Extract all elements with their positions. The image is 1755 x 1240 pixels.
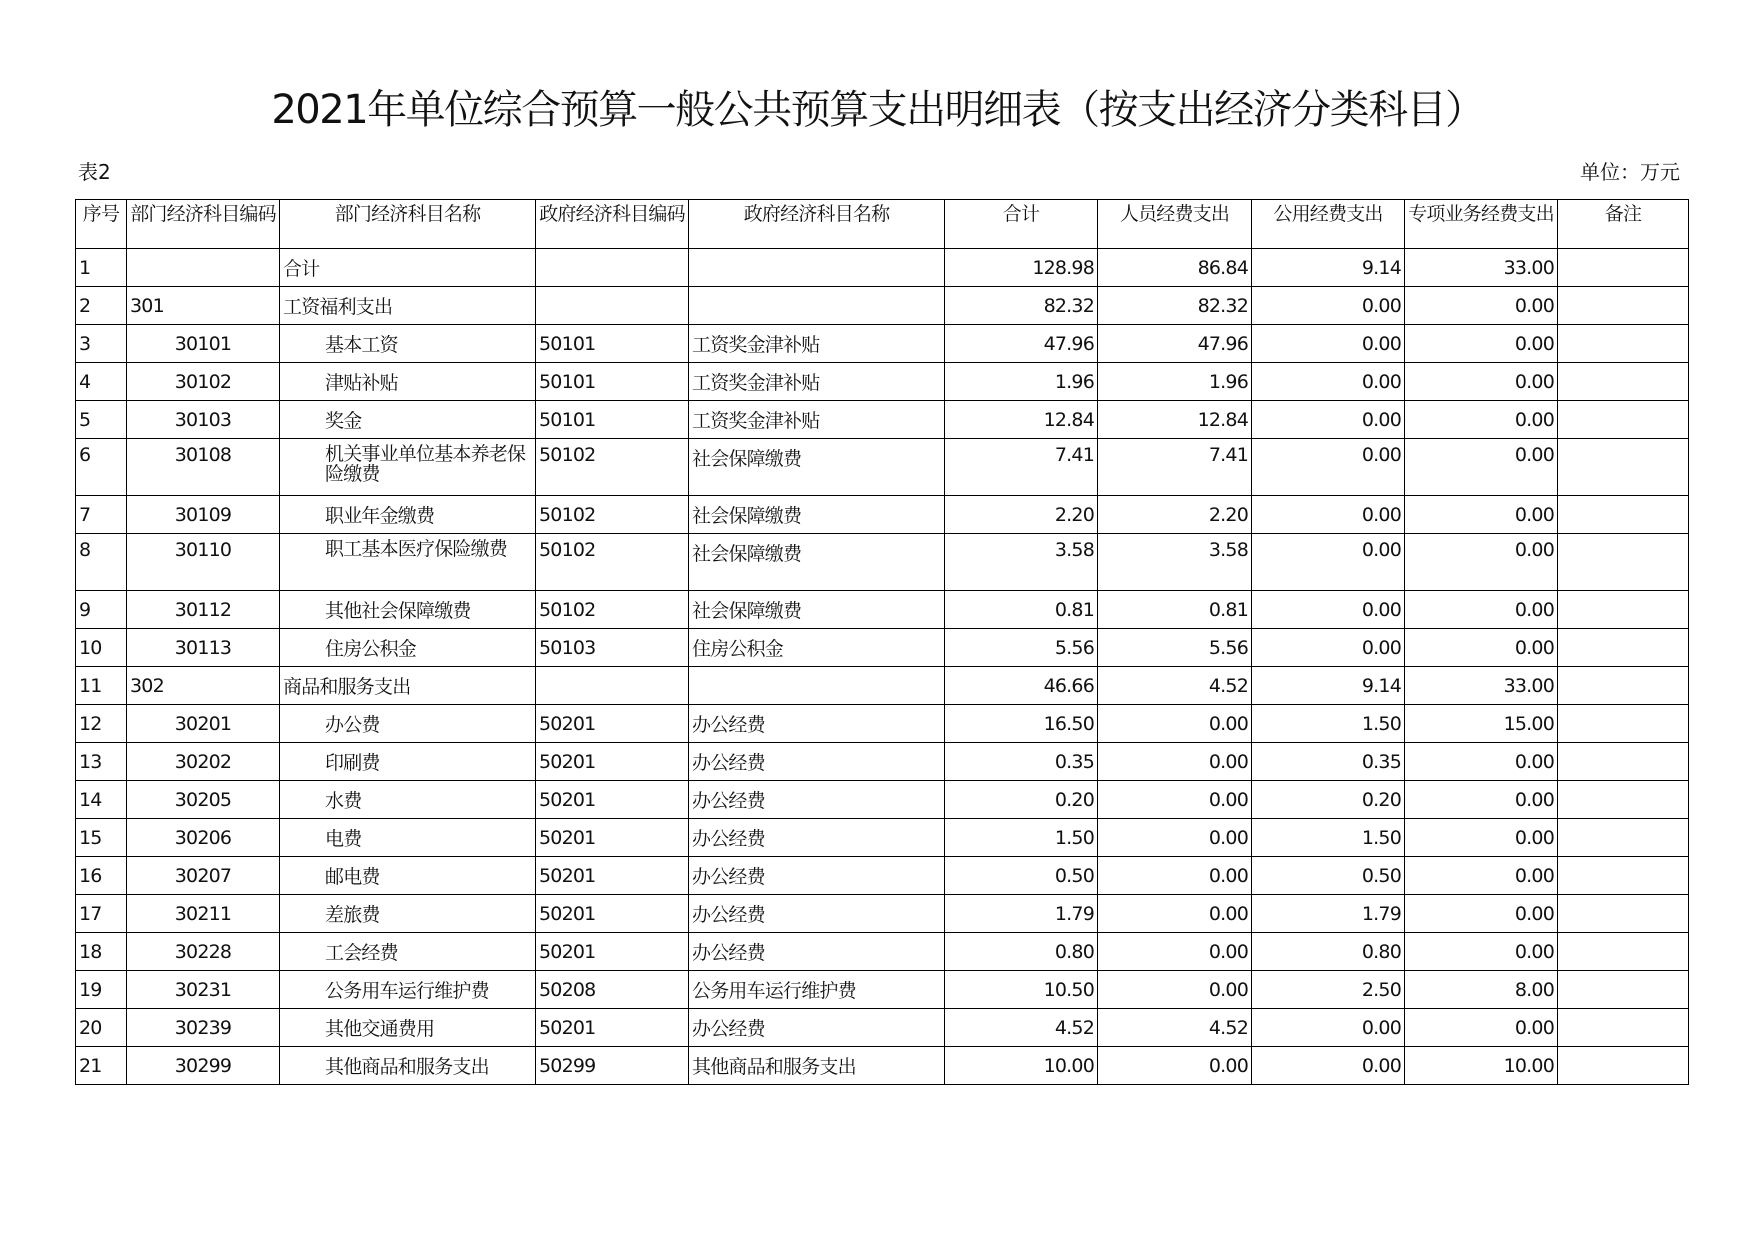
cell-gov-name: 办公经费 xyxy=(689,781,945,819)
cell-total: 5.56 xyxy=(945,629,1098,667)
cell-no: 1 xyxy=(76,249,127,287)
cell-personnel: 2.20 xyxy=(1098,496,1252,534)
cell-dept-name: 邮电费 xyxy=(280,857,536,895)
cell-personnel: 12.84 xyxy=(1098,401,1252,439)
cell-gov-name: 办公经费 xyxy=(689,857,945,895)
cell-gov-code xyxy=(536,667,689,705)
cell-special: 8.00 xyxy=(1405,971,1558,1009)
cell-special: 0.00 xyxy=(1405,933,1558,971)
cell-dept-name: 差旅费 xyxy=(280,895,536,933)
col-header-gov-code: 政府经济科目编码 xyxy=(536,200,689,249)
cell-dept-code: 30231 xyxy=(127,971,280,1009)
table-number: 表2 xyxy=(78,160,111,184)
cell-public: 2.50 xyxy=(1252,971,1405,1009)
cell-total: 2.20 xyxy=(945,496,1098,534)
table-row xyxy=(76,667,1689,705)
cell-gov-name: 公务用车运行维护费 xyxy=(689,971,945,1009)
cell-gov-code: 50201 xyxy=(536,743,689,781)
table-header-row xyxy=(76,200,1689,249)
cell-public: 0.20 xyxy=(1252,781,1405,819)
cell-public: 0.00 xyxy=(1252,287,1405,325)
cell-total: 10.50 xyxy=(945,971,1098,1009)
cell-dept-code: 30103 xyxy=(127,401,280,439)
cell-no: 16 xyxy=(76,857,127,895)
cell-no: 12 xyxy=(76,705,127,743)
col-header-gov-name: 政府经济科目名称 xyxy=(689,200,945,249)
cell-no: 20 xyxy=(76,1009,127,1047)
cell-personnel: 0.00 xyxy=(1098,705,1252,743)
cell-no: 15 xyxy=(76,819,127,857)
cell-gov-name: 社会保障缴费 xyxy=(689,439,945,496)
col-header-special: 专项业务经费支出 xyxy=(1405,200,1558,249)
cell-gov-code: 50208 xyxy=(536,971,689,1009)
cell-total: 1.79 xyxy=(945,895,1098,933)
cell-public: 0.00 xyxy=(1252,363,1405,401)
cell-gov-name: 社会保障缴费 xyxy=(689,496,945,534)
cell-total: 1.50 xyxy=(945,819,1098,857)
cell-note xyxy=(1558,496,1689,534)
table-row xyxy=(76,743,1689,781)
cell-special: 10.00 xyxy=(1405,1047,1558,1085)
cell-total: 0.50 xyxy=(945,857,1098,895)
table-row xyxy=(76,591,1689,629)
cell-personnel: 3.58 xyxy=(1098,534,1252,591)
cell-dept-name: 办公费 xyxy=(280,705,536,743)
cell-personnel: 4.52 xyxy=(1098,1009,1252,1047)
cell-note xyxy=(1558,743,1689,781)
cell-special: 0.00 xyxy=(1405,629,1558,667)
cell-total: 4.52 xyxy=(945,1009,1098,1047)
cell-personnel: 0.81 xyxy=(1098,591,1252,629)
cell-no: 14 xyxy=(76,781,127,819)
cell-dept-name: 商品和服务支出 xyxy=(280,667,536,705)
cell-no: 5 xyxy=(76,401,127,439)
cell-note xyxy=(1558,629,1689,667)
cell-total: 47.96 xyxy=(945,325,1098,363)
table-row xyxy=(76,401,1689,439)
cell-special: 0.00 xyxy=(1405,591,1558,629)
cell-public: 0.00 xyxy=(1252,1047,1405,1085)
table-row xyxy=(76,705,1689,743)
table-row xyxy=(76,857,1689,895)
cell-gov-name: 住房公积金 xyxy=(689,629,945,667)
cell-public: 9.14 xyxy=(1252,249,1405,287)
cell-personnel: 0.00 xyxy=(1098,819,1252,857)
cell-gov-code: 50102 xyxy=(536,591,689,629)
cell-note xyxy=(1558,363,1689,401)
col-header-total: 合计 xyxy=(945,200,1098,249)
col-header-no: 序号 xyxy=(76,200,127,249)
cell-special: 0.00 xyxy=(1405,496,1558,534)
table-body xyxy=(76,249,1689,1085)
cell-dept-code: 30102 xyxy=(127,363,280,401)
col-header-personnel: 人员经费支出 xyxy=(1098,200,1252,249)
cell-gov-code: 50201 xyxy=(536,895,689,933)
cell-special: 0.00 xyxy=(1405,895,1558,933)
cell-note xyxy=(1558,933,1689,971)
cell-personnel: 82.32 xyxy=(1098,287,1252,325)
cell-note xyxy=(1558,1047,1689,1085)
cell-dept-name: 工资福利支出 xyxy=(280,287,536,325)
table-row xyxy=(76,895,1689,933)
cell-total: 12.84 xyxy=(945,401,1098,439)
table-row xyxy=(76,534,1689,591)
cell-no: 11 xyxy=(76,667,127,705)
cell-gov-name: 工资奖金津补贴 xyxy=(689,325,945,363)
cell-dept-code: 30211 xyxy=(127,895,280,933)
cell-gov-code: 50101 xyxy=(536,363,689,401)
cell-dept-code: 30202 xyxy=(127,743,280,781)
cell-public: 0.00 xyxy=(1252,1009,1405,1047)
cell-dept-name: 合计 xyxy=(280,249,536,287)
cell-personnel: 0.00 xyxy=(1098,933,1252,971)
cell-special: 33.00 xyxy=(1405,249,1558,287)
cell-public: 0.00 xyxy=(1252,591,1405,629)
cell-no: 6 xyxy=(76,439,127,496)
cell-no: 19 xyxy=(76,971,127,1009)
cell-gov-name: 办公经费 xyxy=(689,705,945,743)
cell-note xyxy=(1558,895,1689,933)
cell-dept-code: 30206 xyxy=(127,819,280,857)
table-row xyxy=(76,496,1689,534)
cell-gov-code xyxy=(536,249,689,287)
cell-gov-name: 办公经费 xyxy=(689,743,945,781)
cell-note xyxy=(1558,534,1689,591)
cell-no: 4 xyxy=(76,363,127,401)
cell-personnel: 1.96 xyxy=(1098,363,1252,401)
cell-personnel: 7.41 xyxy=(1098,439,1252,496)
cell-personnel: 0.00 xyxy=(1098,895,1252,933)
cell-no: 17 xyxy=(76,895,127,933)
cell-gov-code: 50201 xyxy=(536,1009,689,1047)
cell-gov-name xyxy=(689,667,945,705)
col-header-public: 公用经费支出 xyxy=(1252,200,1405,249)
table-row xyxy=(76,819,1689,857)
cell-gov-code: 50101 xyxy=(536,401,689,439)
cell-gov-code: 50299 xyxy=(536,1047,689,1085)
cell-note xyxy=(1558,439,1689,496)
cell-gov-code: 50201 xyxy=(536,781,689,819)
cell-dept-name: 职工基本医疗保险缴费 xyxy=(280,534,536,591)
cell-personnel: 0.00 xyxy=(1098,1047,1252,1085)
cell-total: 0.20 xyxy=(945,781,1098,819)
cell-special: 33.00 xyxy=(1405,667,1558,705)
cell-dept-code: 30109 xyxy=(127,496,280,534)
cell-note xyxy=(1558,325,1689,363)
table-row xyxy=(76,781,1689,819)
cell-dept-code: 30112 xyxy=(127,591,280,629)
cell-note xyxy=(1558,857,1689,895)
cell-note xyxy=(1558,1009,1689,1047)
cell-total: 10.00 xyxy=(945,1047,1098,1085)
cell-gov-name: 其他商品和服务支出 xyxy=(689,1047,945,1085)
table-row xyxy=(76,439,1689,496)
cell-dept-name: 电费 xyxy=(280,819,536,857)
cell-note xyxy=(1558,971,1689,1009)
cell-public: 0.00 xyxy=(1252,325,1405,363)
cell-dept-code: 30108 xyxy=(127,439,280,496)
cell-special: 0.00 xyxy=(1405,819,1558,857)
cell-total: 0.35 xyxy=(945,743,1098,781)
cell-dept-name: 其他社会保障缴费 xyxy=(280,591,536,629)
cell-dept-code: 302 xyxy=(127,667,280,705)
cell-dept-code: 30207 xyxy=(127,857,280,895)
cell-gov-code xyxy=(536,287,689,325)
cell-special: 0.00 xyxy=(1405,781,1558,819)
cell-personnel: 47.96 xyxy=(1098,325,1252,363)
table-row xyxy=(76,249,1689,287)
cell-dept-code: 30101 xyxy=(127,325,280,363)
cell-dept-name: 印刷费 xyxy=(280,743,536,781)
cell-dept-code: 30110 xyxy=(127,534,280,591)
cell-dept-name: 住房公积金 xyxy=(280,629,536,667)
cell-special: 0.00 xyxy=(1405,534,1558,591)
cell-gov-code: 50201 xyxy=(536,705,689,743)
budget-table xyxy=(75,199,1689,1085)
cell-special: 0.00 xyxy=(1405,287,1558,325)
cell-public: 0.35 xyxy=(1252,743,1405,781)
cell-dept-name: 职业年金缴费 xyxy=(280,496,536,534)
table-row xyxy=(76,629,1689,667)
col-header-dept-code: 部门经济科目编码 xyxy=(127,200,280,249)
col-header-note: 备注 xyxy=(1558,200,1689,249)
cell-public: 1.79 xyxy=(1252,895,1405,933)
cell-gov-code: 50102 xyxy=(536,496,689,534)
table-row xyxy=(76,971,1689,1009)
cell-personnel: 4.52 xyxy=(1098,667,1252,705)
cell-gov-name: 办公经费 xyxy=(689,819,945,857)
cell-total: 128.98 xyxy=(945,249,1098,287)
cell-dept-name: 奖金 xyxy=(280,401,536,439)
cell-public: 0.50 xyxy=(1252,857,1405,895)
cell-public: 1.50 xyxy=(1252,819,1405,857)
cell-no: 8 xyxy=(76,534,127,591)
cell-public: 0.00 xyxy=(1252,401,1405,439)
cell-gov-name: 工资奖金津补贴 xyxy=(689,401,945,439)
cell-special: 0.00 xyxy=(1405,857,1558,895)
unit-label: 单位：万元 xyxy=(1580,160,1680,184)
cell-special: 0.00 xyxy=(1405,401,1558,439)
cell-gov-name xyxy=(689,249,945,287)
cell-no: 13 xyxy=(76,743,127,781)
cell-personnel: 5.56 xyxy=(1098,629,1252,667)
cell-dept-code: 30228 xyxy=(127,933,280,971)
table-row xyxy=(76,933,1689,971)
cell-dept-code: 30201 xyxy=(127,705,280,743)
cell-gov-name: 社会保障缴费 xyxy=(689,591,945,629)
cell-no: 10 xyxy=(76,629,127,667)
cell-note xyxy=(1558,705,1689,743)
cell-dept-name: 水费 xyxy=(280,781,536,819)
cell-note xyxy=(1558,819,1689,857)
page-title: 2021年单位综合预算一般公共预算支出明细表（按支出经济分类科目） xyxy=(271,87,1484,133)
cell-gov-code: 50102 xyxy=(536,534,689,591)
cell-special: 0.00 xyxy=(1405,325,1558,363)
cell-dept-name: 机关事业单位基本养老保险缴费 xyxy=(280,439,536,496)
cell-public: 0.80 xyxy=(1252,933,1405,971)
cell-total: 1.96 xyxy=(945,363,1098,401)
cell-gov-code: 50201 xyxy=(536,933,689,971)
cell-personnel: 0.00 xyxy=(1098,857,1252,895)
cell-gov-code: 50102 xyxy=(536,439,689,496)
cell-gov-name: 社会保障缴费 xyxy=(689,534,945,591)
cell-dept-code: 30113 xyxy=(127,629,280,667)
cell-gov-name: 工资奖金津补贴 xyxy=(689,363,945,401)
cell-no: 9 xyxy=(76,591,127,629)
cell-gov-name xyxy=(689,287,945,325)
cell-public: 0.00 xyxy=(1252,439,1405,496)
cell-note xyxy=(1558,667,1689,705)
cell-total: 0.81 xyxy=(945,591,1098,629)
cell-public: 0.00 xyxy=(1252,496,1405,534)
cell-personnel: 0.00 xyxy=(1098,743,1252,781)
cell-special: 0.00 xyxy=(1405,363,1558,401)
cell-note xyxy=(1558,249,1689,287)
table-row xyxy=(76,287,1689,325)
cell-public: 9.14 xyxy=(1252,667,1405,705)
cell-dept-name: 基本工资 xyxy=(280,325,536,363)
cell-dept-code: 301 xyxy=(127,287,280,325)
cell-gov-name: 办公经费 xyxy=(689,895,945,933)
cell-dept-code: 30205 xyxy=(127,781,280,819)
cell-personnel: 86.84 xyxy=(1098,249,1252,287)
cell-no: 18 xyxy=(76,933,127,971)
cell-special: 0.00 xyxy=(1405,1009,1558,1047)
table-row xyxy=(76,1047,1689,1085)
cell-dept-code: 30299 xyxy=(127,1047,280,1085)
table-row xyxy=(76,363,1689,401)
cell-dept-name: 工会经费 xyxy=(280,933,536,971)
cell-dept-name: 其他商品和服务支出 xyxy=(280,1047,536,1085)
cell-public: 0.00 xyxy=(1252,534,1405,591)
cell-total: 3.58 xyxy=(945,534,1098,591)
cell-dept-code: 30239 xyxy=(127,1009,280,1047)
cell-note xyxy=(1558,781,1689,819)
cell-gov-code: 50103 xyxy=(536,629,689,667)
cell-special: 0.00 xyxy=(1405,439,1558,496)
cell-gov-code: 50201 xyxy=(536,857,689,895)
cell-personnel: 0.00 xyxy=(1098,971,1252,1009)
cell-total: 16.50 xyxy=(945,705,1098,743)
table-row xyxy=(76,1009,1689,1047)
cell-dept-name: 公务用车运行维护费 xyxy=(280,971,536,1009)
cell-no: 21 xyxy=(76,1047,127,1085)
cell-public: 1.50 xyxy=(1252,705,1405,743)
cell-no: 2 xyxy=(76,287,127,325)
cell-gov-name: 办公经费 xyxy=(689,1009,945,1047)
cell-special: 15.00 xyxy=(1405,705,1558,743)
col-header-dept-name: 部门经济科目名称 xyxy=(280,200,536,249)
cell-dept-name: 津贴补贴 xyxy=(280,363,536,401)
cell-dept-code xyxy=(127,249,280,287)
cell-total: 0.80 xyxy=(945,933,1098,971)
cell-dept-name: 其他交通费用 xyxy=(280,1009,536,1047)
cell-note xyxy=(1558,401,1689,439)
cell-gov-name: 办公经费 xyxy=(689,933,945,971)
cell-total: 7.41 xyxy=(945,439,1098,496)
cell-no: 7 xyxy=(76,496,127,534)
cell-public: 0.00 xyxy=(1252,629,1405,667)
cell-no: 3 xyxy=(76,325,127,363)
cell-gov-code: 50101 xyxy=(536,325,689,363)
cell-total: 82.32 xyxy=(945,287,1098,325)
cell-special: 0.00 xyxy=(1405,743,1558,781)
table-row xyxy=(76,325,1689,363)
cell-total: 46.66 xyxy=(945,667,1098,705)
cell-note xyxy=(1558,287,1689,325)
cell-personnel: 0.00 xyxy=(1098,781,1252,819)
cell-note xyxy=(1558,591,1689,629)
cell-gov-code: 50201 xyxy=(536,819,689,857)
